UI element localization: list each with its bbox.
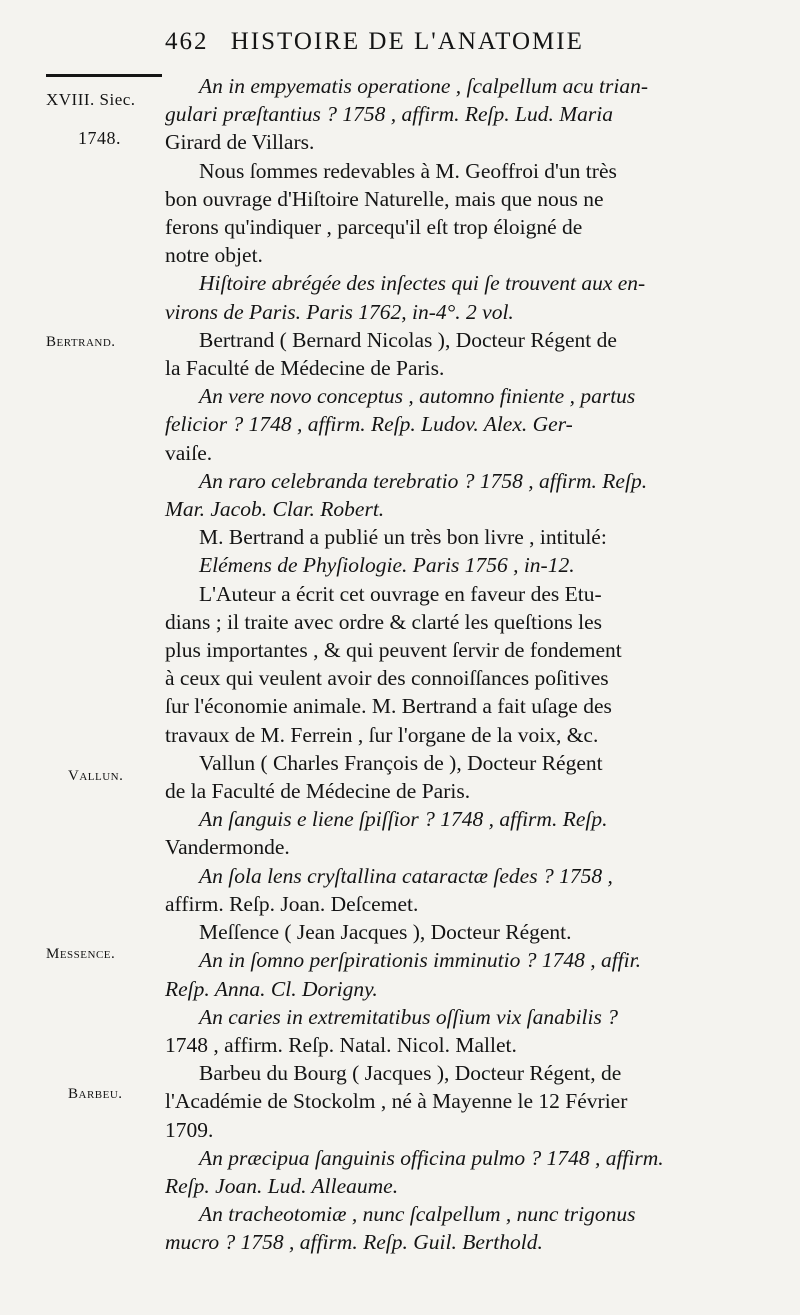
text-line: An caries in extremitatibus oſſium vix ſanabilis ?	[199, 1004, 618, 1029]
text-line: Mar. Jacob. Clar. Robert.	[165, 497, 385, 522]
text-line: Hiſtoire abrégée des inſectes qui ſe trouvent aux en-	[199, 271, 646, 296]
text-line: l'Académie de Stockolm , né à Mayenne le 12 Février	[165, 1089, 628, 1114]
text-line: felicior ? 1748 , affirm. Reſp. Ludov. Alex. Ger-	[165, 412, 573, 437]
text-line: bon ouvrage d'Hiſtoire Naturelle, mais que nous ne	[165, 186, 604, 211]
margin-name-messence: Messence.	[46, 946, 116, 962]
text-line: Vallun ( Charles François de ), Docteur Régent	[199, 750, 603, 775]
text-line: gulari præſtantius ? 1758 , affirm. Reſp. Lud. Maria	[165, 102, 613, 127]
text-line: An in ſomno perſpirationis imminutio ? 1748 , affir.	[199, 948, 641, 973]
text-line: vaiſe.	[165, 440, 213, 465]
text-line: mucro ? 1758 , affirm. Reſp. Guil. Berthold.	[165, 1230, 543, 1255]
text-line: plus importantes , & qui peuvent ſervir de fondement	[165, 638, 622, 663]
margin-name-bertrand: Bertrand.	[46, 334, 116, 350]
text-line: Nous ſommes redevables à M. Geoffroi d'un très	[199, 158, 617, 183]
running-title: HISTOIRE DE L'ANATOMIE	[230, 28, 584, 55]
page-header	[165, 28, 765, 56]
text-line: affirm. Reſp. Joan. Deſcemet.	[165, 891, 419, 916]
text-line: Meſſence ( Jean Jacques ), Docteur Régent.	[199, 920, 572, 945]
text-line: à ceux qui veulent avoir des connoiſſances poſitives	[165, 666, 609, 691]
margin-year: 1748.	[78, 128, 121, 148]
margin-name-barbeu: Barbeu.	[68, 1086, 123, 1102]
page-number: 462	[165, 28, 209, 55]
text-line: An ſanguis e liene ſpiſſior ? 1748 , affirm. Reſp.	[199, 807, 608, 832]
text-line: An præcipua ſanguinis officina pulmo ? 1748 , affirm.	[199, 1145, 664, 1170]
text-line: Girard de Villars.	[165, 130, 315, 155]
text-line: virons de Paris. Paris 1762, in-4°. 2 vol.	[165, 299, 514, 324]
text-line: Reſp. Joan. Lud. Alleaume.	[165, 1173, 399, 1198]
text-line: An tracheotomiæ , nunc ſcalpellum , nunc trigonus	[199, 1202, 636, 1227]
text-line: ſur l'économie animale. M. Bertrand a fait uſage des	[165, 694, 612, 719]
text-line: de la Faculté de Médecine de Paris.	[165, 779, 471, 804]
text-line: 1748 , affirm. Reſp. Natal. Nicol. Mallet.	[165, 1032, 517, 1057]
text-line: Elémens de Phyſiologie. Paris 1756 , in-12.	[199, 553, 575, 578]
text-line: An ſola lens cryſtallina cataractæ ſedes ? 1758 ,	[199, 863, 613, 888]
text-line: Barbeu du Bourg ( Jacques ), Docteur Régent, de	[199, 1061, 622, 1086]
text-line: Reſp. Anna. Cl. Dorigny.	[165, 976, 378, 1001]
text-line: Vandermonde.	[165, 835, 290, 860]
text-line: la Faculté de Médecine de Paris.	[165, 356, 445, 381]
text-line: M. Bertrand a publié un très bon livre , intitulé:	[199, 525, 607, 550]
text-line: notre objet.	[165, 243, 263, 268]
text-line: L'Auteur a écrit cet ouvrage en faveur des Etu-	[199, 581, 602, 606]
margin-century: XVIII. Siec.	[46, 90, 136, 109]
text-line: ferons qu'indiquer , parcequ'il eſt trop éloigné de	[165, 215, 583, 240]
text-line: dians ; il traite avec ordre & clarté les queſtions les	[165, 609, 603, 634]
text-line: Bertrand ( Bernard Nicolas ), Docteur Régent de	[199, 327, 617, 352]
header-rule	[46, 74, 162, 77]
text-line: 1709.	[165, 1117, 214, 1142]
text-line: An vere novo conceptus , automno finiente , partus	[199, 384, 636, 409]
text-line: An in empyematis operatione , ſcalpellum acu trian-	[199, 74, 649, 98]
body-text	[165, 72, 755, 1257]
text-line: An raro celebranda terebratio ? 1758 , affirm. Reſp.	[199, 468, 648, 493]
margin-name-vallun: Vallun.	[68, 768, 124, 784]
text-line: travaux de M. Ferrein , ſur l'organe de la voix, &c.	[165, 722, 599, 747]
